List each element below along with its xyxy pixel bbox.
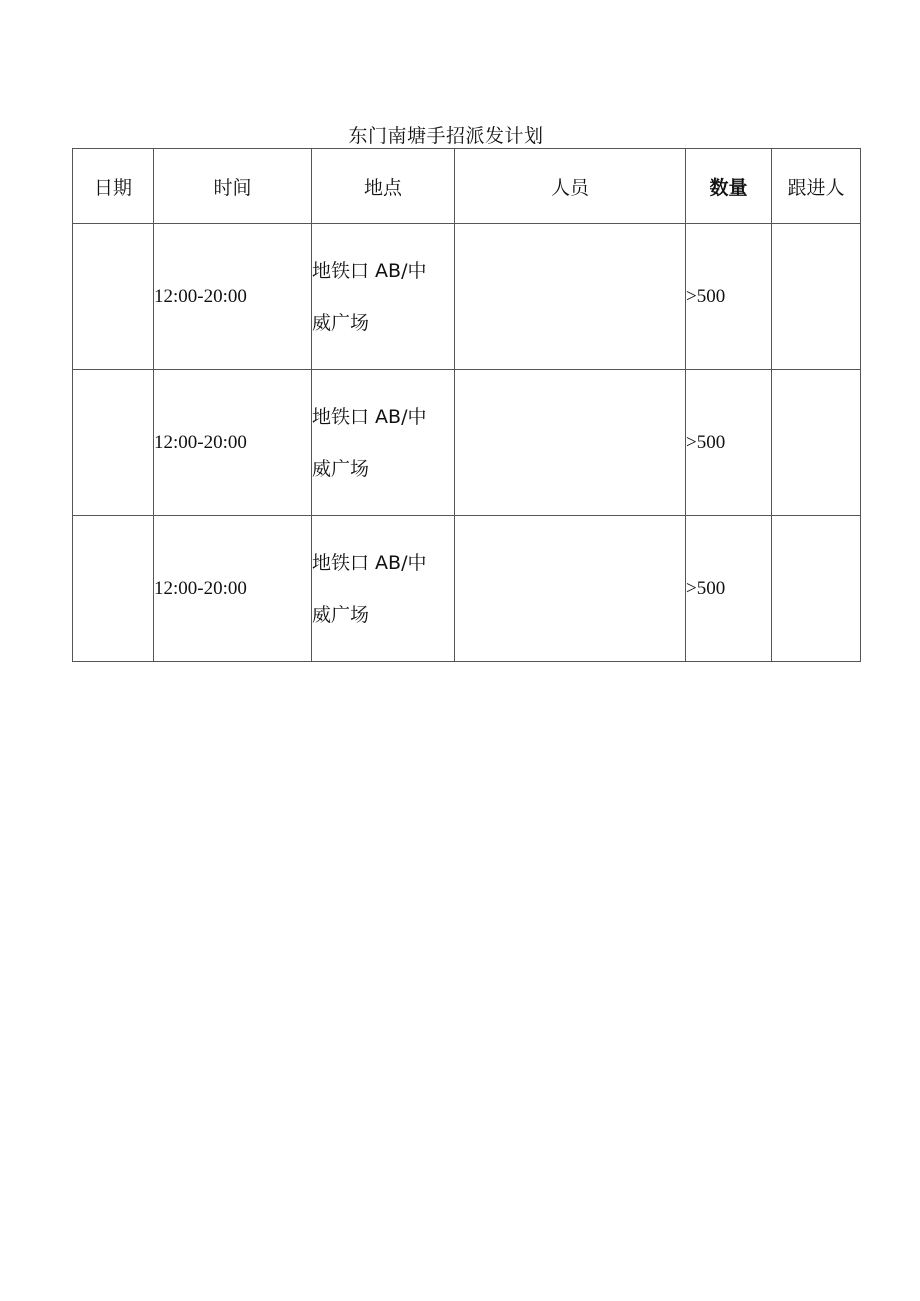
location-line-1: 地铁口 AB/中	[312, 259, 427, 282]
table-row	[73, 224, 861, 370]
quantity-cell: >500	[686, 516, 772, 662]
location-cell	[312, 224, 455, 370]
table-row	[73, 516, 861, 662]
header-quantity: 数量	[686, 149, 772, 224]
time-cell: 12:00-20:00	[154, 224, 312, 370]
location-line-2: 威广场	[312, 603, 370, 626]
location-line-1: 地铁口 AB/中	[312, 405, 427, 428]
follow-up-cell	[772, 516, 861, 662]
quantity-cell: >500	[686, 370, 772, 516]
follow-up-cell	[772, 224, 861, 370]
time-cell: 12:00-20:00	[154, 516, 312, 662]
document-title: 东门南塘手招派发计划	[348, 125, 544, 147]
location-line-2: 威广场	[312, 311, 370, 334]
location-cell	[312, 370, 455, 516]
header-staff: 人员	[455, 149, 686, 224]
date-cell	[73, 224, 154, 370]
header-location: 地点	[312, 149, 455, 224]
header-follow-up: 跟进人	[772, 149, 861, 224]
follow-up-cell	[772, 370, 861, 516]
staff-cell	[455, 516, 686, 662]
location-line-1: 地铁口 AB/中	[312, 551, 427, 574]
table-header-row	[73, 149, 861, 224]
table-row	[73, 370, 861, 516]
header-time: 时间	[154, 149, 312, 224]
date-cell	[73, 516, 154, 662]
date-cell	[73, 370, 154, 516]
distribution-plan-table	[72, 148, 861, 662]
header-date: 日期	[73, 149, 154, 224]
time-cell: 12:00-20:00	[154, 370, 312, 516]
location-cell	[312, 516, 455, 662]
staff-cell	[455, 370, 686, 516]
location-line-2: 威广场	[312, 457, 370, 480]
quantity-cell: >500	[686, 224, 772, 370]
staff-cell	[455, 224, 686, 370]
